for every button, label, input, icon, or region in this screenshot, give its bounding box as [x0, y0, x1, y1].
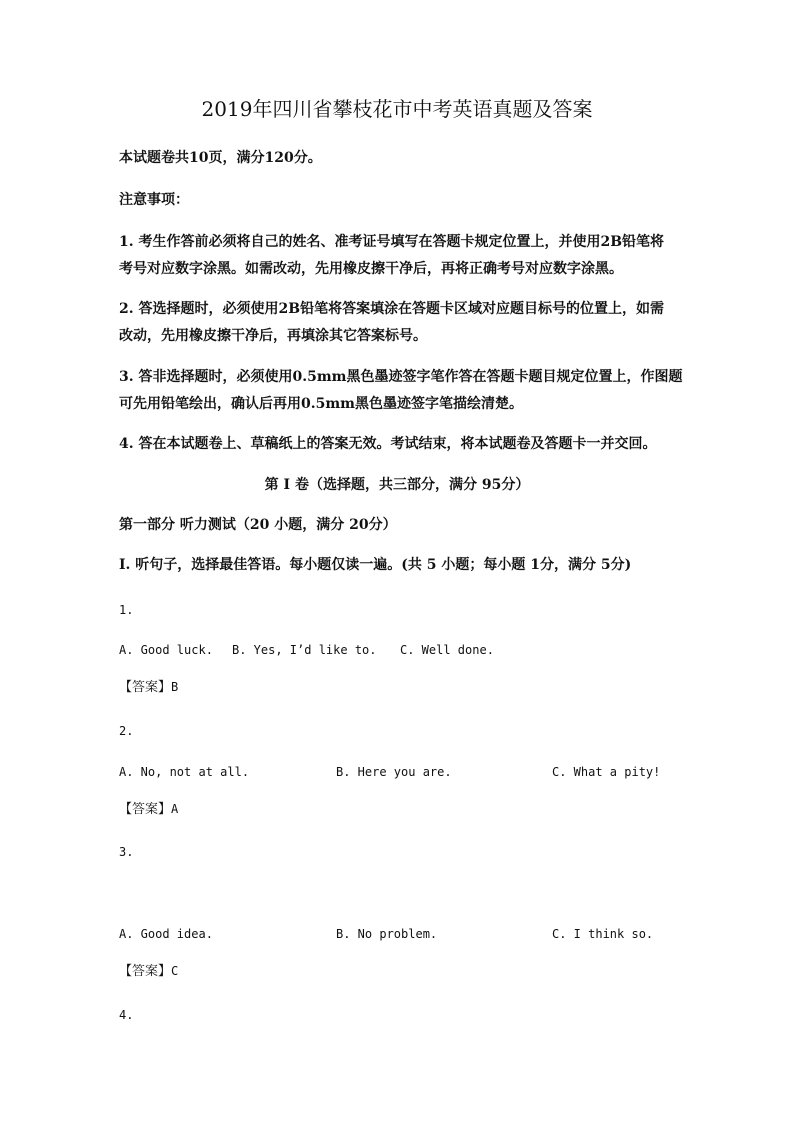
notice-heading: 注意事项：	[119, 192, 189, 208]
question-number-4: 4.	[119, 1008, 134, 1022]
question-3-option-c: C. I think so.	[552, 927, 654, 941]
question-3-option-a: A. Good idea.	[119, 927, 213, 941]
notice-2-line-2: 改动，先用橡皮擦干净后，再填涂其它答案标号。	[119, 328, 427, 344]
question-1-option-c: C. Well done.	[400, 643, 494, 657]
question-number-3: 3.	[119, 845, 134, 859]
page-title: 2019年四川省攀枝花市中考英语真题及答案	[201, 97, 593, 121]
question-number-2: 2.	[119, 724, 134, 738]
question-2-answer	[119, 803, 178, 816]
question-1-option-b: B. Yes, I’d like to.	[232, 643, 377, 657]
question-3-option-b: B. No problem.	[336, 927, 438, 941]
answer-value: B	[171, 680, 179, 694]
answer-value: A	[171, 802, 179, 816]
question-1-answer	[119, 681, 178, 694]
answer-value: C	[171, 964, 179, 978]
section-heading: I. 听句子，选择最佳答语。每小题仅读一遍。(共 5 小题；每小题 1分，满分 5分)	[119, 557, 632, 573]
notice-2-line-1: 2. 答选择题时，必须使用2B铅笔将答案填涂在答题卡区域对应题目标号的位置上，如需	[119, 301, 665, 317]
question-2-option-b: B. Here you are.	[336, 765, 452, 779]
answer-label: 【答案】	[119, 964, 172, 979]
question-1-option-a: A. Good luck.	[119, 643, 213, 657]
notice-3-line-2: 可先用铅笔绘出，确认后再用0.5mm黑色墨迹签字笔描绘清楚。	[119, 396, 523, 412]
notice-1-line-1: 1. 考生作答前必须将自己的姓名、准考证号填写在答题卡规定位置上，并使用2B铅笔将	[119, 234, 665, 250]
notice-3-line-1: 3. 答非选择题时，必须使用0.5mm黑色墨迹签字笔作答在答题卡题目规定位置上，作图题	[119, 369, 683, 385]
part-heading: 第一部分 听力测试（20 小题，满分 20分）	[119, 517, 397, 533]
answer-label: 【答案】	[119, 680, 172, 695]
answer-label: 【答案】	[119, 802, 172, 817]
question-2-option-a: A. No, not at all.	[119, 765, 250, 779]
question-2-option-c: C. What a pity!	[552, 765, 661, 779]
intro-text: 本试题卷共10页，满分120分。	[119, 150, 322, 166]
notice-1-line-2: 考号对应数字涂黑。如需改动，先用橡皮擦干净后，再将正确考号对应数字涂黑。	[119, 261, 623, 277]
notice-4-line-1: 4. 答在本试题卷上、草稿纸上的答案无效。考试结束，将本试题卷及答题卡一并交回。	[119, 436, 657, 452]
volume-heading: 第 I 卷（选择题，共三部分，满分 95分）	[264, 477, 530, 493]
question-3-answer	[119, 965, 178, 978]
question-number-1: 1.	[119, 603, 134, 617]
